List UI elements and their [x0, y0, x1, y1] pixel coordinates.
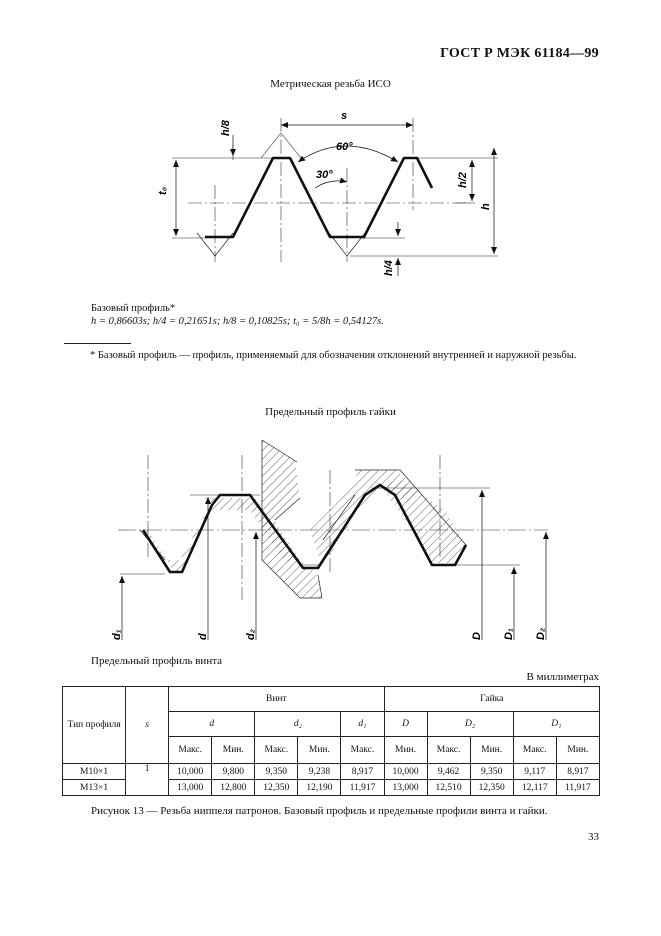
cell-s: 1 — [126, 764, 169, 796]
header-D1: D₁ — [513, 712, 599, 737]
cell: 12,510 — [427, 780, 470, 796]
header-min: Мин. — [298, 737, 341, 764]
cell: 12,350 — [470, 780, 513, 796]
header-min: Мин. — [556, 737, 599, 764]
header-nut: Гайка — [384, 687, 600, 712]
footnote: * Базовый профиль — профиль, применяемый для обозначения отклонений внутренней и наружной резьбы. — [90, 350, 577, 361]
header-max: Макс. — [427, 737, 470, 764]
cell: 12,190 — [298, 780, 341, 796]
cell: 9,350 — [470, 764, 513, 780]
label-d1: d₁ — [111, 629, 123, 640]
label-angle-60: 60° — [336, 141, 353, 153]
cell: 9,800 — [212, 764, 255, 780]
cell-type: M13×1 — [63, 780, 126, 796]
basic-profile-label: Базовый профиль* — [91, 303, 176, 314]
header-profile-type: Тип профиля — [63, 687, 126, 764]
header-s: s — [126, 687, 169, 764]
cell: 8,917 — [341, 764, 384, 780]
cell: 10,000 — [169, 764, 212, 780]
cell: 13,000 — [169, 780, 212, 796]
cell: 9,350 — [255, 764, 298, 780]
figure1-caption: Метрическая резьба ИСО — [270, 78, 391, 90]
cell: 8,917 — [556, 764, 599, 780]
label-t0: t₀ — [157, 186, 169, 195]
label-D1: D₁ — [503, 628, 515, 640]
header-min: Мин. — [384, 737, 427, 764]
label-h2: h/2 — [457, 172, 469, 188]
cell-type: M10×1 — [63, 764, 126, 780]
header-max: Макс. — [341, 737, 384, 764]
cell: 9,117 — [513, 764, 556, 780]
limit-profile-figure — [111, 440, 548, 640]
basic-profile-figure — [157, 110, 498, 276]
label-s: s — [341, 110, 348, 122]
label-h4: h/4 — [383, 260, 395, 276]
label-D: D — [471, 632, 483, 640]
page-number: 33 — [588, 831, 599, 843]
header-screw: Винт — [169, 687, 384, 712]
header-min: Мин. — [212, 737, 255, 764]
page-header: ГОСТ Р МЭК 61184—99 — [440, 46, 599, 61]
label-h: h — [480, 203, 492, 210]
header-min: Мин. — [470, 737, 513, 764]
label-d2: d₂ — [245, 629, 257, 640]
cell: 11,917 — [341, 780, 384, 796]
figure-caption: Рисунок 13 — Резьба ниппеля патронов. Базовый профиль и предельные профили винта и гайки. — [91, 805, 548, 817]
label-d: d — [197, 633, 209, 640]
label-D2: D₂ — [535, 627, 547, 640]
screw-profile-caption: Предельный профиль винта — [91, 655, 223, 667]
dimensions-table — [62, 686, 600, 796]
cell: 11,917 — [556, 780, 599, 796]
figure2-caption: Предельный профиль гайки — [265, 406, 396, 418]
header-max: Макс. — [255, 737, 298, 764]
header-d1: d₁ — [341, 712, 384, 737]
header-d2: d₂ — [255, 712, 341, 737]
label-h8: h/8 — [220, 120, 232, 136]
cell: 13,000 — [384, 780, 427, 796]
cell: 9,462 — [427, 764, 470, 780]
cell: 9,238 — [298, 764, 341, 780]
units-label: В миллиметрах — [526, 671, 599, 683]
cell: 12,350 — [255, 780, 298, 796]
header-max: Макс. — [513, 737, 556, 764]
header-D: D — [384, 712, 427, 737]
cell: 12,117 — [513, 780, 556, 796]
header-D2: D₂ — [427, 712, 513, 737]
cell: 12,800 — [212, 780, 255, 796]
basic-profile-formulas: h = 0,86603s; h/4 = 0,21651s; h/8 = 0,10825s; t₀ = 5/8h = 0,54127s. — [91, 316, 384, 327]
header-max: Макс. — [169, 737, 212, 764]
cell: 10,000 — [384, 764, 427, 780]
table-row — [63, 764, 600, 780]
label-angle-30: 30° — [316, 169, 333, 181]
header-d: d — [169, 712, 255, 737]
footnote-rule — [64, 343, 131, 344]
